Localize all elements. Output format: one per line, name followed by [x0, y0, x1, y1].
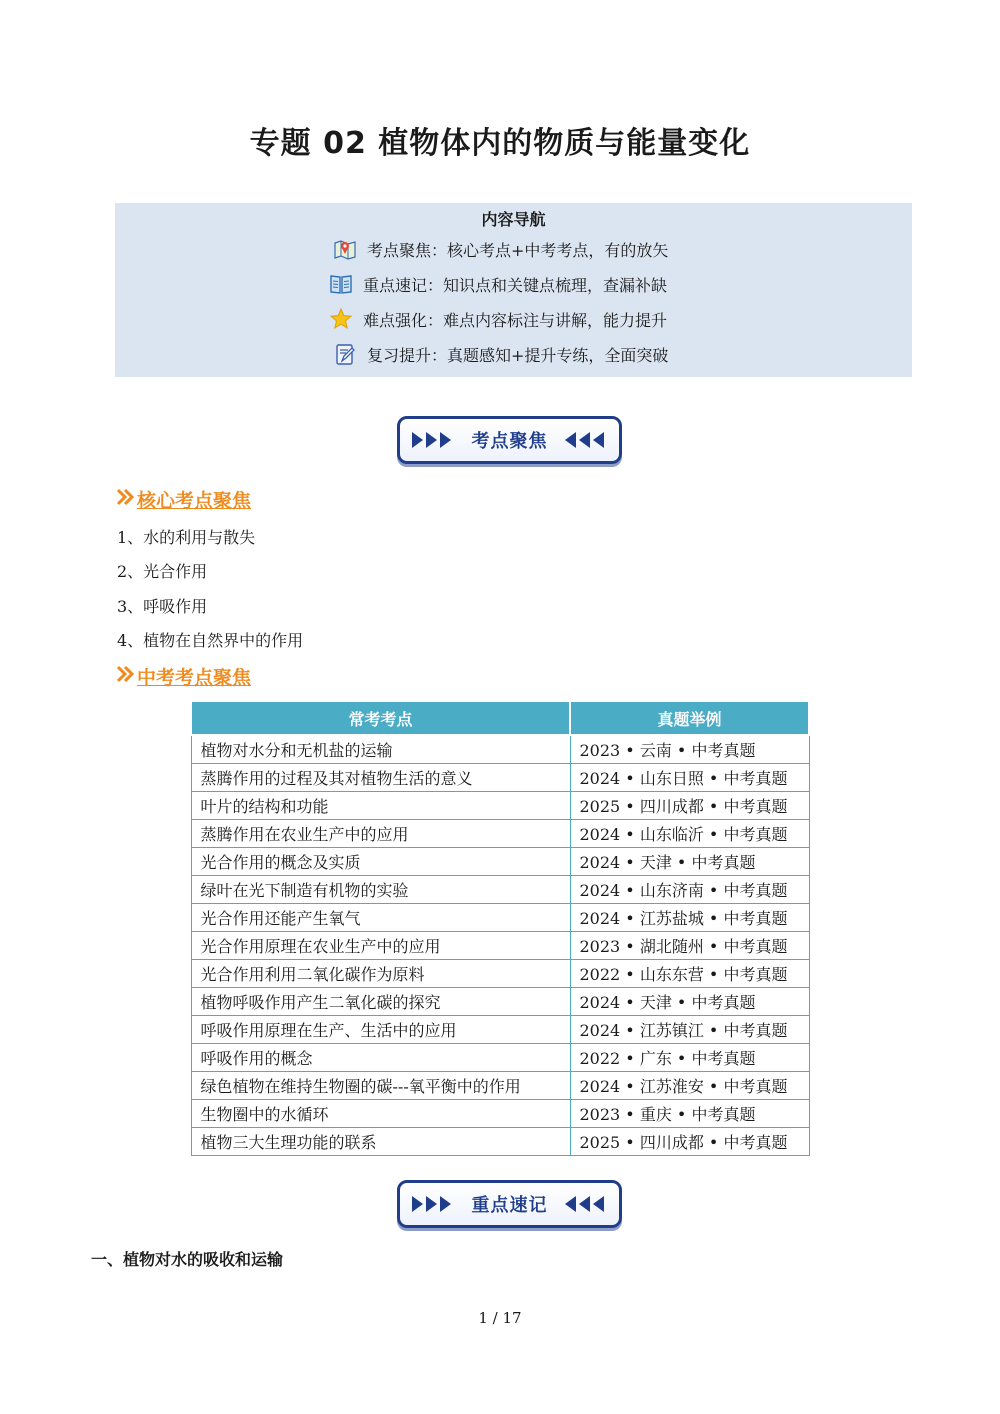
- core-topic-item: 2、光合作用: [117, 562, 208, 581]
- triple-right-arrow-icon: [412, 1196, 454, 1212]
- page-title: 专题 02 植物体内的物质与能量变化: [249, 126, 751, 161]
- table-row: [191, 876, 809, 904]
- point-cell: 呼吸作用原理在生产、生活中的应用: [191, 1016, 570, 1044]
- point-cell: 植物对水分和无机盐的运输: [191, 735, 570, 764]
- banner-label: 重点速记: [471, 1195, 548, 1216]
- example-cell: 2024 • 山东临沂 • 中考真题: [570, 820, 809, 848]
- example-cell: 2024 • 江苏淮安 • 中考真题: [570, 1072, 809, 1100]
- exam-points-table: [190, 700, 810, 1156]
- table-row: [191, 1044, 809, 1072]
- example-cell: 2024 • 山东济南 • 中考真题: [570, 876, 809, 904]
- column-header-points: 常考考点: [191, 701, 570, 735]
- table-row: [191, 848, 809, 876]
- core-topic-item: 3、呼吸作用: [117, 597, 208, 616]
- core-focus-heading-text: 核心考点聚焦: [137, 490, 252, 512]
- table-row: [191, 1128, 809, 1156]
- example-cell: 2022 • 广东 • 中考真题: [570, 1044, 809, 1072]
- point-cell: 叶片的结构和功能: [191, 792, 570, 820]
- core-topic-item: 4、植物在自然界中的作用: [117, 631, 304, 650]
- star-icon: [329, 307, 353, 331]
- point-cell: 植物呼吸作用产生二氧化碳的探究: [191, 988, 570, 1016]
- core-focus-heading: [117, 486, 251, 513]
- nav-item-label: 考点聚焦：核心考点+中考考点，有的放矢: [367, 240, 669, 260]
- book-icon: [329, 272, 353, 296]
- section-heading: 一、植物对水的吸收和运输: [91, 1250, 284, 1269]
- nav-item-notes: [329, 272, 667, 296]
- example-cell: 2023 • 湖北随州 • 中考真题: [570, 932, 809, 960]
- example-cell: 2025 • 四川成都 • 中考真题: [570, 792, 809, 820]
- column-header-examples: 真题举例: [570, 701, 809, 735]
- banner-label: 考点聚焦: [471, 431, 548, 452]
- point-cell: 光合作用的概念及实质: [191, 848, 570, 876]
- example-cell: 2023 • 重庆 • 中考真题: [570, 1100, 809, 1128]
- content-nav-box: [115, 203, 912, 377]
- table-row: [191, 1100, 809, 1128]
- triple-right-arrow-icon: [412, 432, 454, 448]
- point-cell: 生物圈中的水循环: [191, 1100, 570, 1128]
- exam-focus-heading-text: 中考考点聚焦: [137, 667, 252, 689]
- table-row: [191, 904, 809, 932]
- nav-item-label: 复习提升：真题感知+提升专练，全面突破: [367, 345, 669, 365]
- nav-item-review: [333, 342, 668, 366]
- nav-item-label: 重点速记：知识点和关键点梳理，查漏补缺: [363, 275, 668, 295]
- example-cell: 2024 • 天津 • 中考真题: [570, 848, 809, 876]
- example-cell: 2024 • 山东日照 • 中考真题: [570, 764, 809, 792]
- table-row: [191, 988, 809, 1016]
- nav-item-difficulty: [329, 307, 667, 331]
- point-cell: 光合作用原理在农业生产中的应用: [191, 932, 570, 960]
- example-cell: 2024 • 江苏镇江 • 中考真题: [570, 1016, 809, 1044]
- nav-item-focus: [333, 237, 668, 261]
- point-cell: 绿叶在光下制造有机物的实验: [191, 876, 570, 904]
- example-cell: 2022 • 山东东营 • 中考真题: [570, 960, 809, 988]
- double-chevron-icon: [117, 665, 135, 688]
- nav-item-label: 难点强化：难点内容标注与讲解，能力提升: [363, 310, 668, 330]
- table-row: [191, 960, 809, 988]
- example-cell: 2024 • 天津 • 中考真题: [570, 988, 809, 1016]
- map-pin-icon: [333, 237, 357, 261]
- notes-banner: [397, 1180, 622, 1228]
- table-row: [191, 1016, 809, 1044]
- table-row: [191, 1072, 809, 1100]
- table-header-row: [191, 701, 809, 735]
- edit-note-icon: [333, 342, 357, 366]
- double-chevron-icon: [117, 488, 135, 511]
- exam-focus-heading: [117, 663, 251, 690]
- page-number: 1 / 17: [478, 1309, 522, 1327]
- table-row: [191, 792, 809, 820]
- core-topic-item: 1、水的利用与散失: [117, 528, 256, 547]
- point-cell: 光合作用利用二氧化碳作为原料: [191, 960, 570, 988]
- point-cell: 植物三大生理功能的联系: [191, 1128, 570, 1156]
- table-row: [191, 820, 809, 848]
- point-cell: 蒸腾作用的过程及其对植物生活的意义: [191, 764, 570, 792]
- table-row: [191, 932, 809, 960]
- point-cell: 光合作用还能产生氧气: [191, 904, 570, 932]
- table-row: [191, 764, 809, 792]
- point-cell: 绿色植物在维持生物圈的碳---氧平衡中的作用: [191, 1072, 570, 1100]
- content-nav-heading: 内容导航: [481, 210, 546, 229]
- focus-banner: [397, 416, 622, 464]
- table-row: [191, 735, 809, 764]
- triple-left-arrow-icon: [565, 432, 607, 448]
- example-cell: 2025 • 四川成都 • 中考真题: [570, 1128, 809, 1156]
- example-cell: 2024 • 江苏盐城 • 中考真题: [570, 904, 809, 932]
- point-cell: 蒸腾作用在农业生产中的应用: [191, 820, 570, 848]
- triple-left-arrow-icon: [565, 1196, 607, 1212]
- example-cell: 2023 • 云南 • 中考真题: [570, 735, 809, 764]
- point-cell: 呼吸作用的概念: [191, 1044, 570, 1072]
